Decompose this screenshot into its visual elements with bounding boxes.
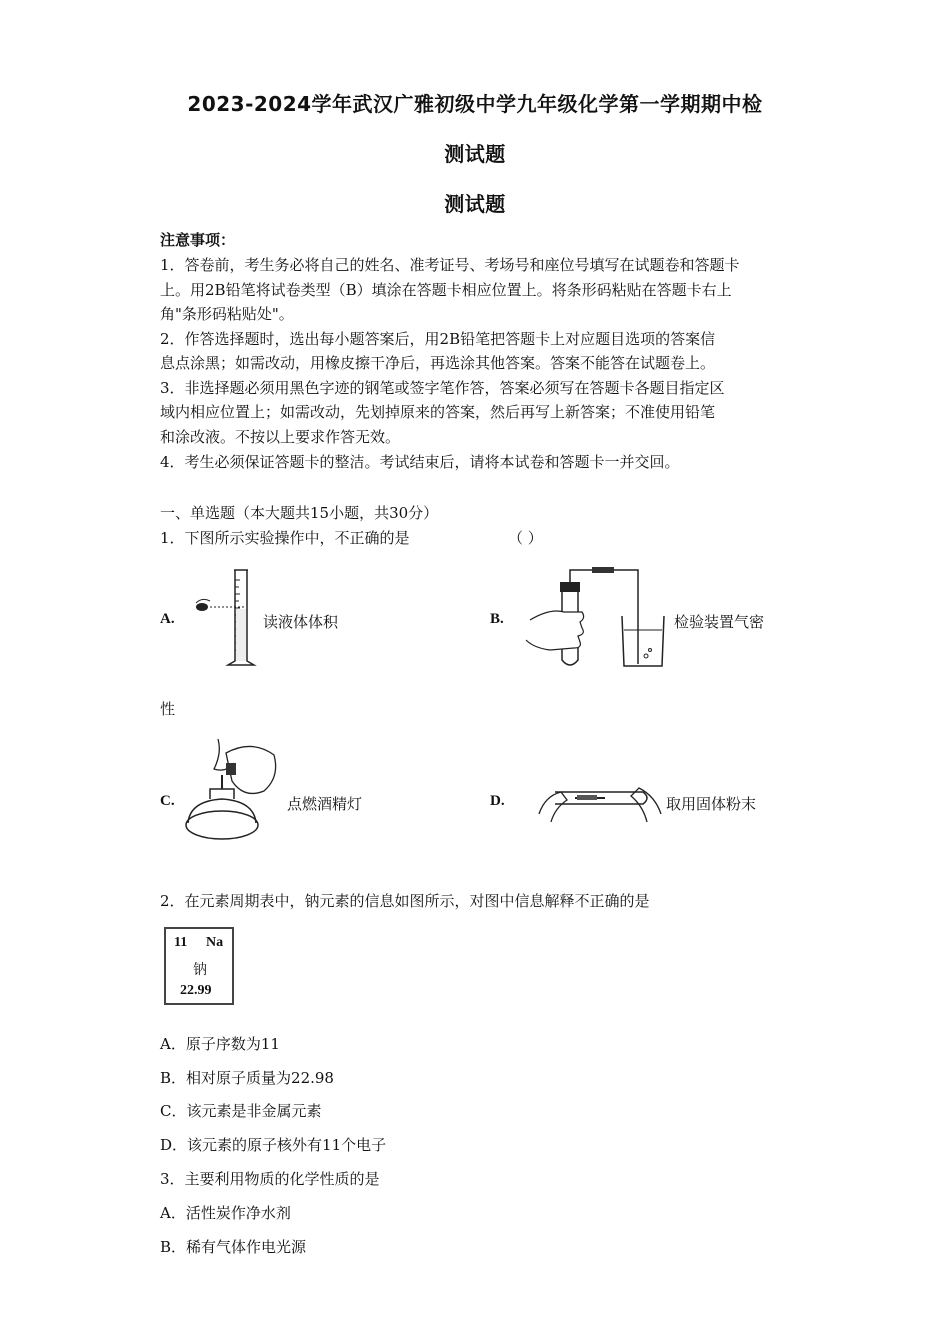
option-a: A．活性炭作净水剂 — [160, 1204, 291, 1222]
option-a-text: 读液体体积 — [263, 613, 339, 631]
airtightness-apparatus-figure — [520, 560, 670, 672]
option-a-letter: A. — [160, 611, 175, 627]
option-b-letter: B. — [490, 611, 504, 627]
page-title: 2023-2024学年武汉广雅初级中学九年级化学第一学期期中检 — [187, 92, 763, 116]
question-1-stem: 1．下图所示实验操作中，不正确的是 — [160, 529, 410, 547]
option-d: D．该元素的原子核外有11个电子 — [160, 1136, 387, 1154]
option-c: C．该元素是非金属元素 — [160, 1102, 322, 1120]
notice-line: 息点涂黑；如需改动，用橡皮擦干净后，再选涂其他答案。答案不能答在试题卷上。 — [160, 354, 716, 372]
question-3-stem: 3．主要利用物质的化学性质的是 — [160, 1170, 380, 1188]
element-symbol: Na — [206, 935, 224, 950]
element-card — [164, 927, 234, 1005]
notice-line: 1．答卷前，考生务必将自己的姓名、准考证号、考场号和座位号填写在试题卷和答题卡 — [160, 256, 740, 274]
notice-line: 4．考生必须保证答题卡的整洁。考试结束后，请将本试卷和答题卡一并交回。 — [160, 453, 680, 471]
notice-line: 上。用2B铅笔将试卷类型（B）填涂在答题卡相应位置上。将条形码粘贴在答题卡右上 — [160, 281, 732, 299]
notice-line: 和涂改液。不按以上要求作答无效。 — [160, 428, 401, 446]
option-b-text: 检验装置气密 — [674, 613, 765, 631]
atomic-mass: 22.99 — [180, 983, 212, 998]
option-b: B．稀有气体作电光源 — [160, 1238, 307, 1256]
graduated-cylinder-figure — [190, 565, 265, 670]
notice-heading: 注意事项： — [160, 231, 236, 249]
notice-line: 3．非选择题必须用黑色字迹的钢笔或签字笔作答，答案必须写在答题卡各题目指定区 — [160, 379, 725, 397]
atomic-number: 11 — [174, 935, 188, 950]
notice-line: 2．作答选择题时，选出每小题答案后，用2B铅笔把答题卡上对应题目选项的答案信 — [160, 330, 716, 348]
notice-line: 角"条形码粘贴处"。 — [160, 305, 294, 323]
answer-blank: （ ） — [508, 529, 543, 547]
option-a: A．原子序数为11 — [160, 1035, 280, 1053]
page-title-cont: 测试题 — [444, 142, 506, 166]
option-d-letter: D. — [490, 793, 505, 809]
section-heading: 一、单选题（本大题共15小题，共30分） — [160, 504, 439, 522]
option-c-text: 点燃酒精灯 — [287, 795, 363, 813]
page-subtitle: 测试题 — [444, 192, 506, 216]
option-b: B．相对原子质量为22.98 — [160, 1069, 334, 1087]
notice-line: 域内相应位置上；如需改动，先划掉原来的答案，然后再写上新答案；不准使用铅笔 — [160, 403, 716, 421]
element-name: 钠 — [193, 962, 207, 978]
alcohol-lamp-figure — [182, 733, 282, 845]
powder-spatula-figure — [535, 774, 665, 834]
option-b-text-cont: 性 — [160, 700, 176, 718]
option-d-text: 取用固体粉末 — [666, 795, 757, 813]
question-2-stem: 2．在元素周期表中，钠元素的信息如图所示，对图中信息解释不正确的是 — [160, 892, 650, 910]
option-c-letter: C. — [160, 793, 175, 809]
